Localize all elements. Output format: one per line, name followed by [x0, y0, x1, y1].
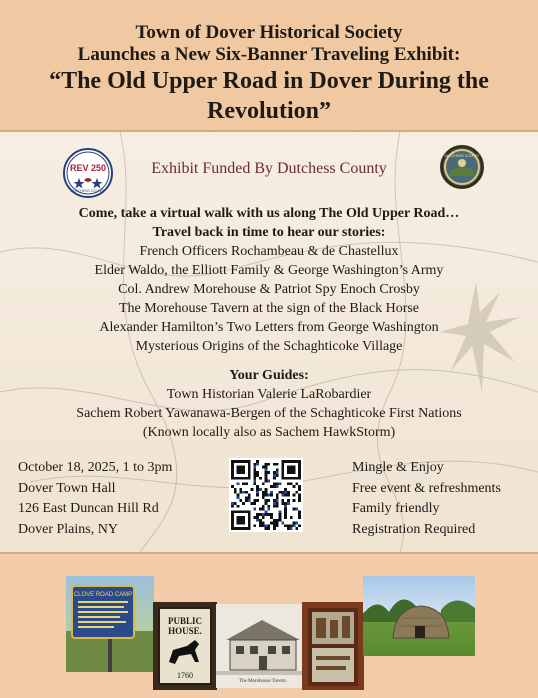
- society-name: Town of Dover Historical Society: [135, 22, 403, 43]
- svg-text:CLOVE ROAD CAMP: CLOVE ROAD CAMP: [73, 592, 133, 598]
- story-item: Elder Waldo, the Elliott Family & George Washington’s Army: [94, 263, 444, 278]
- story-item: Mysterious Origins of the Schaghticoke Village: [135, 339, 403, 354]
- svg-text:DUTCHESS COUNTY: DUTCHESS COUNTY: [444, 154, 480, 158]
- guide-item: Sachem Robert Yawanawa-Bergen of the Schaghticoke First Nations: [76, 406, 462, 421]
- morehouse-tavern-engraving: [216, 604, 310, 688]
- museum-cabinet-photo: [302, 602, 364, 690]
- story-item: Alexander Hamilton’s Two Letters from George Washington: [99, 320, 439, 335]
- main-content: [0, 132, 538, 552]
- highlight-item: Mingle & Enjoy: [352, 460, 444, 475]
- public-house-sign-photo: [153, 602, 217, 690]
- guides-heading: Your Guides:: [229, 368, 309, 383]
- event-details: [18, 458, 172, 540]
- clove-road-marker-photo: [66, 576, 154, 672]
- highlight-item: Free event & refreshments: [352, 480, 501, 496]
- exhibit-title: “The Old Upper Road in Dover During the Revolution”: [49, 68, 489, 124]
- guide-item: (Known locally also as Sachem HawkStorm): [142, 425, 396, 440]
- svg-text:REV 250: REV 250: [69, 163, 107, 173]
- svg-text:HOUSE.: HOUSE.: [168, 626, 202, 636]
- event-datetime: October 18, 2025, 1 to 3pm: [18, 460, 173, 475]
- qr-code-icon[interactable]: [229, 458, 303, 532]
- exhibit-announcement: Launches a New Six-Banner Traveling Exhibit:: [77, 44, 461, 65]
- funding-note: Exhibit Funded By Dutchess County: [151, 160, 387, 177]
- guide-item: Town Historian Valerie LaRobardier: [166, 387, 372, 402]
- svg-text:DUTCHESS COUNTY: DUTCHESS COUNTY: [70, 189, 106, 193]
- svg-text:1760: 1760: [177, 671, 193, 680]
- story-item: Col. Andrew Morehouse & Patriot Spy Enoch Crosby: [118, 282, 420, 297]
- svg-text:The Morehouse Tavern.: The Morehouse Tavern.: [239, 679, 287, 684]
- event-city: Dover Plains, NY: [18, 521, 118, 537]
- intro-line: Come, take a virtual walk with us along The Old Upper Road…: [78, 206, 460, 221]
- schaghticoke-wigwam-photo: [363, 576, 475, 656]
- highlight-item: Registration Required: [352, 521, 476, 537]
- highlight-item: Family friendly: [352, 501, 440, 516]
- stories-block: [0, 204, 538, 442]
- intro-subline: Travel back in time to hear our stories:: [152, 225, 386, 240]
- header-banner: [0, 0, 538, 132]
- story-item: The Morehouse Tavern at the sign of the Black Horse: [118, 301, 420, 316]
- svg-text:PUBLIC: PUBLIC: [167, 616, 203, 626]
- photo-strip: [0, 552, 538, 698]
- event-street: 126 East Duncan Hill Rd: [18, 501, 159, 516]
- event-venue: Dover Town Hall: [18, 480, 116, 496]
- event-highlights: [352, 458, 501, 540]
- story-item: French Officers Rochambeau & de Chastellux: [139, 244, 399, 259]
